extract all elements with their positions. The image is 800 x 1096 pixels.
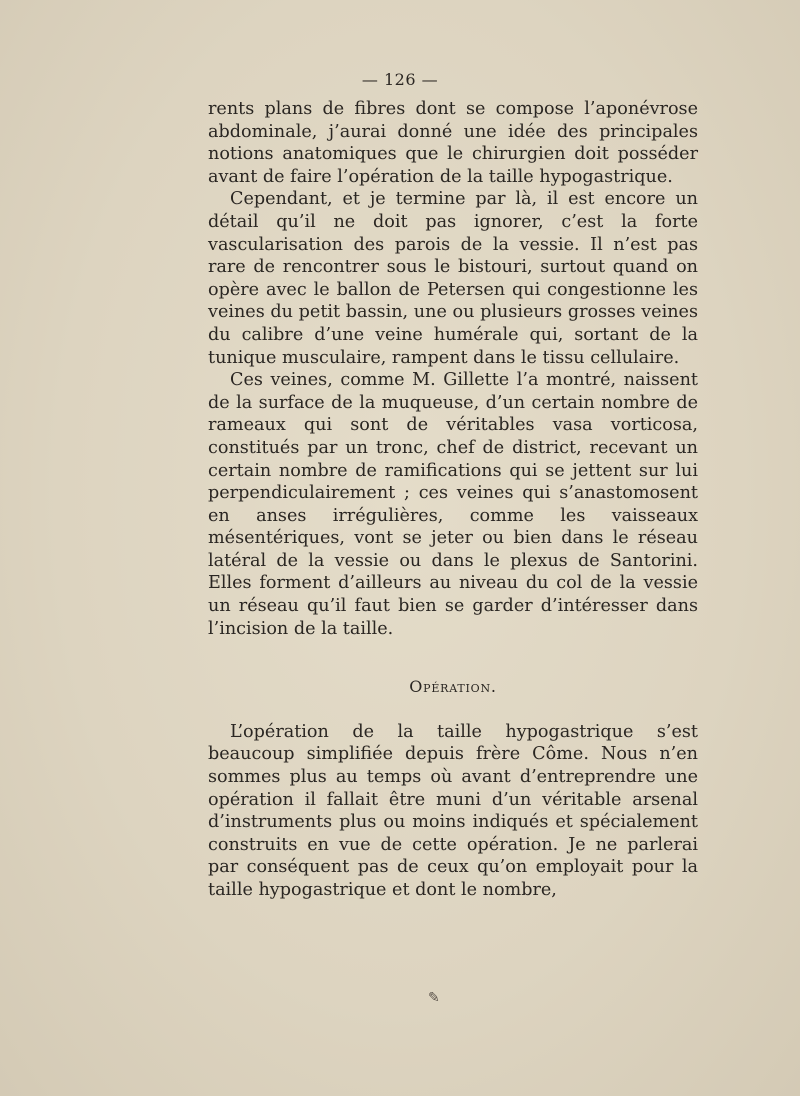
paragraph-vascularisation: Cependant, et je termine par là, il est encore un détail qu’il ne doit pas ignorer, c’est la forte vascularisation des parois de la vessie. Il n’est pas rare de rencontrer sous le bistouri, surtout quand on opère avec le ballon de Petersen qui congestionne les veines du petit bassin, une ou plusieurs grosses veines du calibre d’une veine humérale qui, sortant de la tunique musculaire, rampent dans le tissu cellulaire. bbox=[208, 189, 698, 368]
paragraph-veines: Ces veines, comme M. Gillette l’a montré, naissent de la surface de la muqueuse, d’un certain nombre de rameaux qui sont de véritables vasa vorticosa, constitués par un tronc, chef de district, recevant un certain nombre de ramifications qui se jettent sur lui perpendiculairement ; ces veines qui s’anastomosent en anses irrégulières, comme les vaisseaux mésentériques, vont se jeter ou bien dans le réseau latéral de la vessie ou dans le plexus de Santorini. Elles forment d’ailleurs au niveau du col de la vessie un réseau qu’il faut bien se garder d’intéresser dans l’incision de la taille. bbox=[208, 370, 698, 639]
page-number: — 126 — bbox=[361, 70, 439, 89]
section-heading: Opération. bbox=[409, 677, 497, 697]
paragraph-operation: L’opération de la taille hypogastrique s’est beaucoup simplifiée depuis frère Côme. Nous n’en sommes plus au temps où avant d’entreprendre une opération il fallait être muni d’un véritable arsenal d’instruments plus ou moins indiqués et spécialement construits en vue de cette opération. Je ne parlerai par conséquent pas de ceux qu’on employait pour la taille hypogastrique et dont le nombre, bbox=[208, 721, 698, 900]
pencil-mark-icon: ✎ bbox=[428, 990, 440, 1006]
body-text bbox=[208, 98, 698, 902]
paragraph-continuation: rents plans de fibres dont se compose l’aponévrose abdominale, j’aurai donné une idée des principales notions anatomiques que le chirurgien doit posséder avant de faire l’opération de la taille hypogastrique. bbox=[208, 99, 698, 187]
